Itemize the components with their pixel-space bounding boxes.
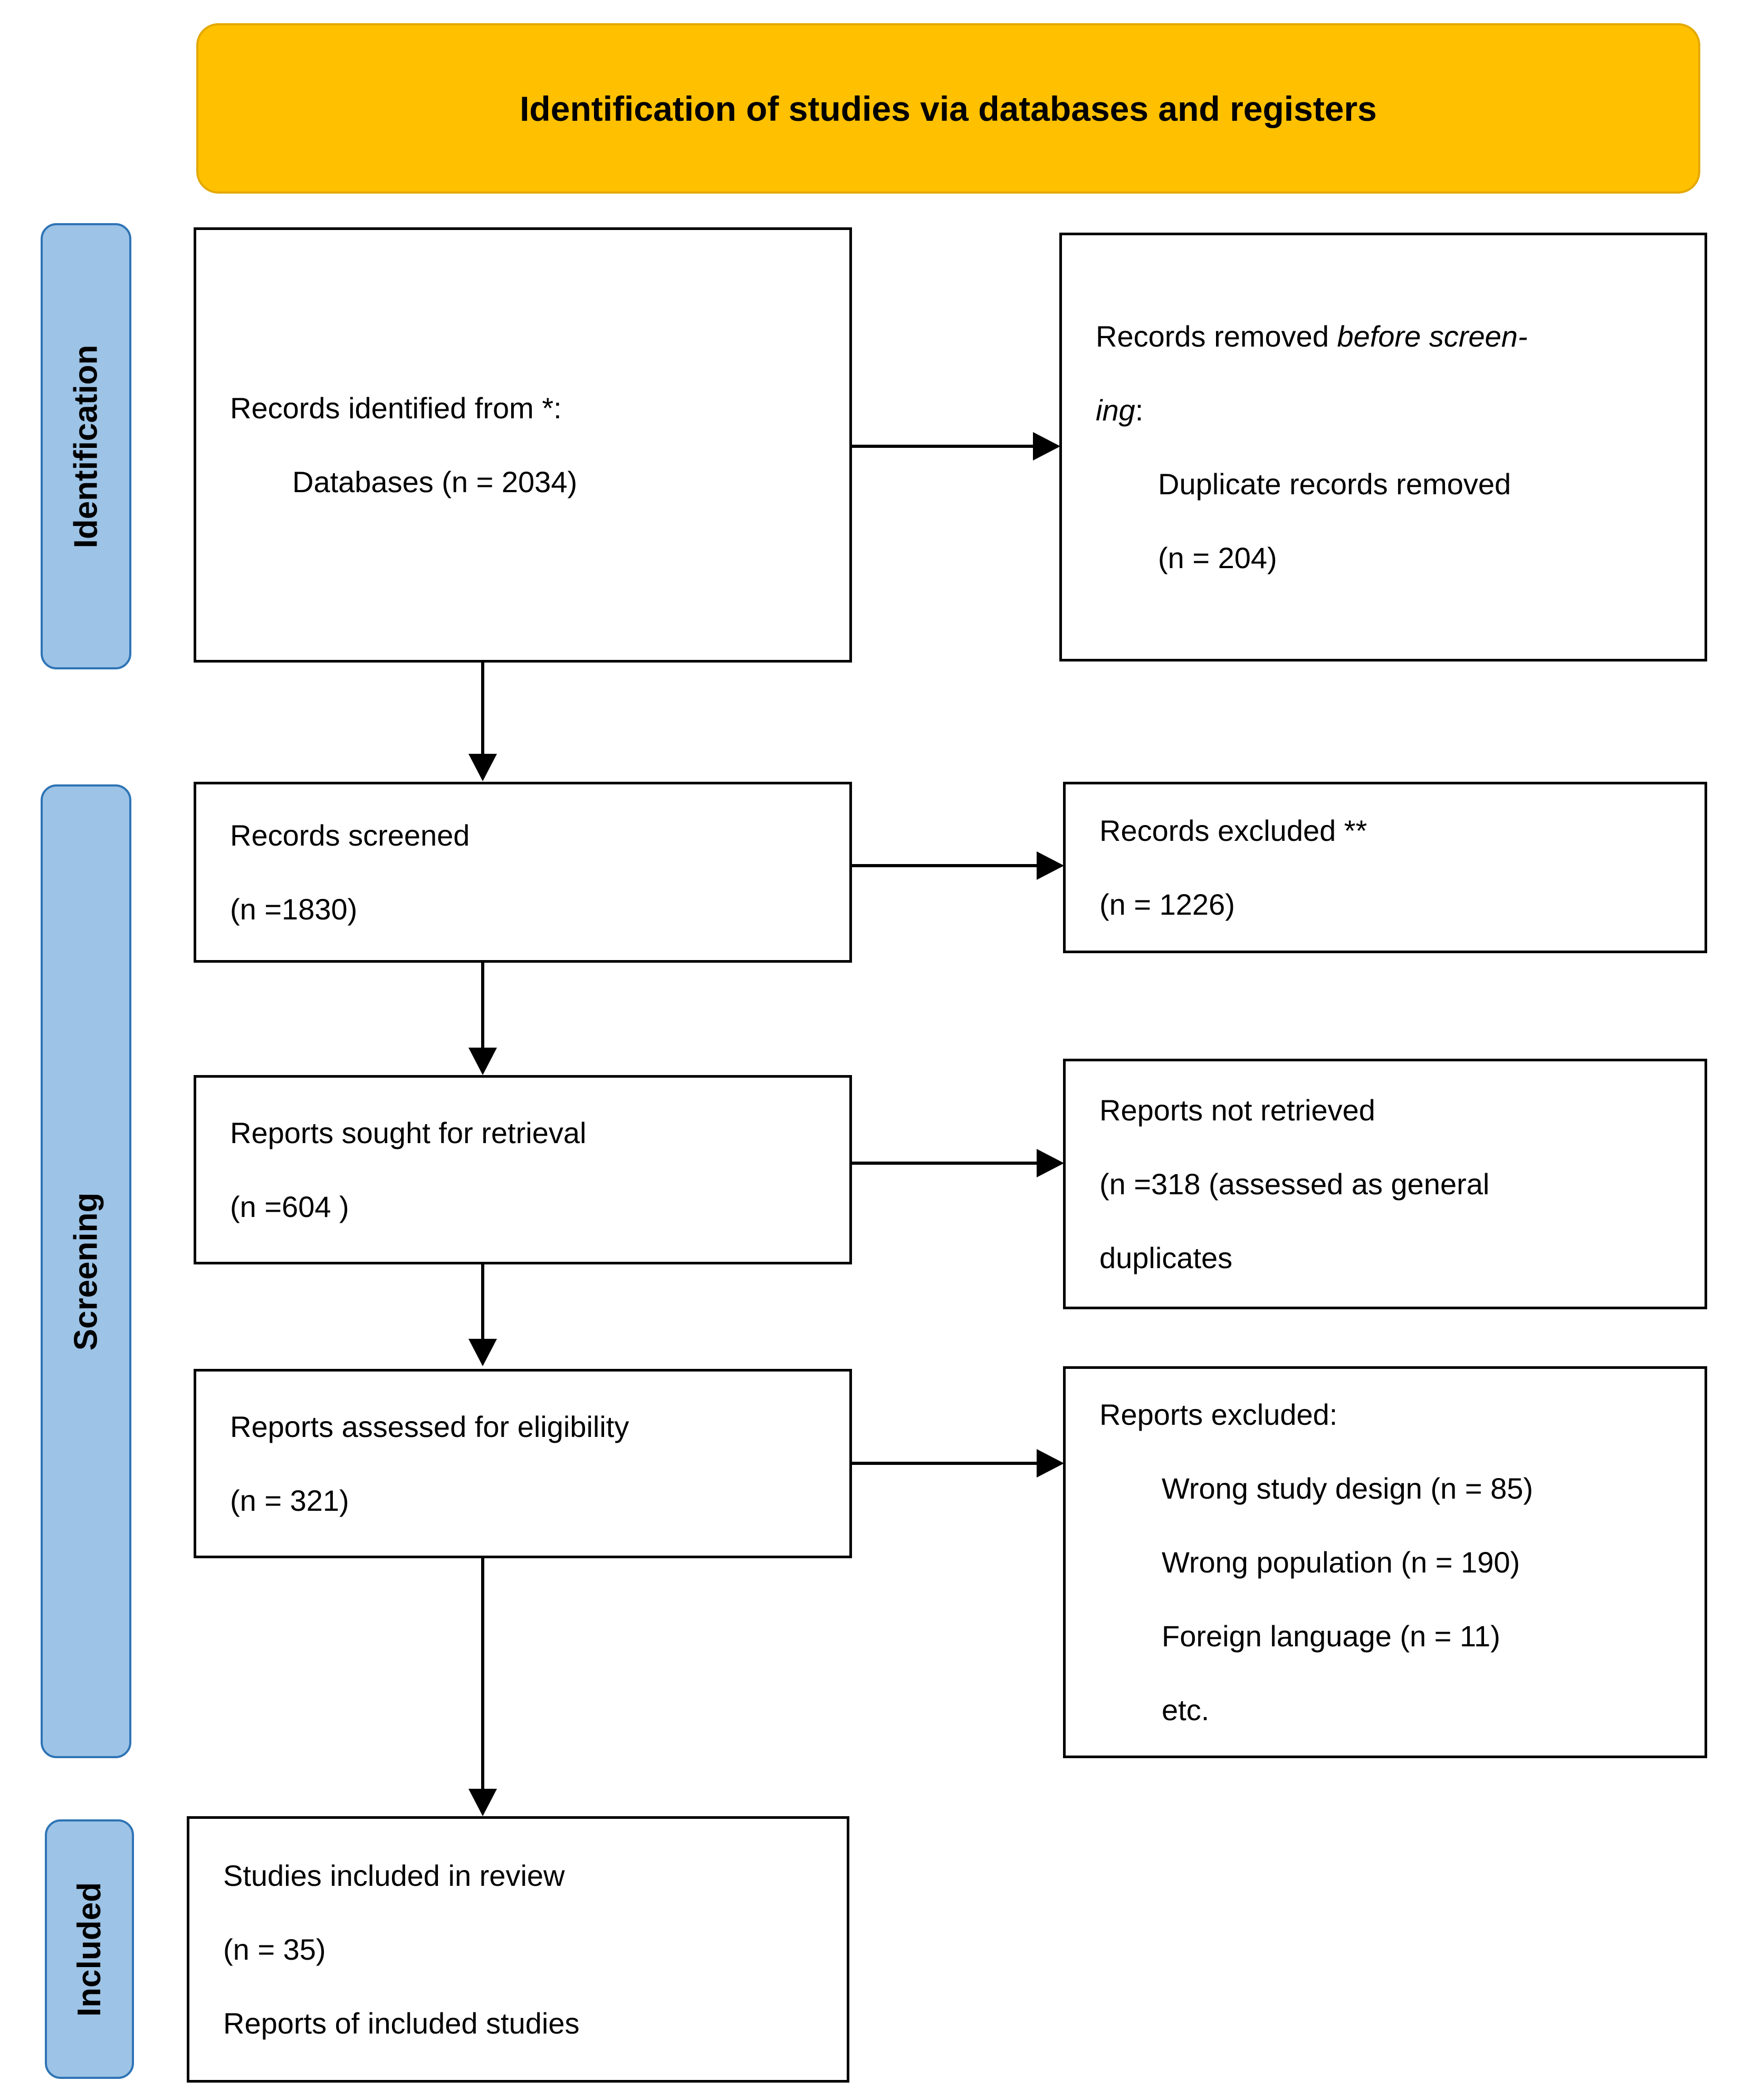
reports-excluded-item4: etc.	[1162, 1693, 1210, 1727]
records-removed-line1: Records removed before screen-	[1096, 319, 1528, 353]
records-screened-line1: Records screened	[230, 818, 470, 852]
banner-identification-of-studies	[196, 23, 1700, 194]
records-identified-line1: Records identified from *:	[230, 391, 562, 425]
stage-label-screening	[41, 784, 131, 1758]
stage-label-screening-text: Screening	[68, 1192, 104, 1350]
box-records-excluded	[1063, 782, 1707, 953]
reports-excluded-item1: Wrong study design (n = 85)	[1162, 1471, 1534, 1505]
box-studies-included	[187, 1816, 849, 2083]
box-reports-not-retrieved	[1063, 1059, 1707, 1309]
studies-included-line1: Studies included in review	[223, 1858, 565, 1892]
reports-excluded-item3: Foreign language (n = 11)	[1162, 1619, 1500, 1653]
banner-title: Identification of studies via databases and registers	[520, 89, 1377, 128]
records-screened-line2: (n =1830)	[230, 892, 358, 926]
box-records-screened	[194, 782, 852, 963]
records-excluded-line1: Records excluded **	[1099, 813, 1367, 847]
stage-label-identification-text: Identification	[68, 344, 104, 548]
stage-label-included	[45, 1819, 134, 2079]
records-removed-line2: ing:	[1096, 393, 1144, 427]
records-removed-line4: (n = 204)	[1158, 541, 1277, 574]
reports-assessed-line2: (n = 321)	[230, 1483, 349, 1517]
stage-label-identification	[41, 223, 131, 669]
box-records-removed	[1059, 233, 1707, 661]
box-reports-assessed	[194, 1369, 852, 1558]
stage-label-included-text: Included	[71, 1882, 108, 2017]
reports-excluded-item2: Wrong population (n = 190)	[1162, 1545, 1520, 1579]
reports-sought-line1: Reports sought for retrieval	[230, 1116, 587, 1149]
records-excluded-line2: (n = 1226)	[1099, 887, 1235, 921]
studies-included-line3: Reports of included studies	[223, 2006, 580, 2040]
box-reports-excluded	[1063, 1366, 1707, 1758]
records-identified-line2: Databases (n = 2034)	[292, 465, 578, 498]
box-records-identified	[194, 227, 852, 663]
reports-excluded-line1: Reports excluded:	[1099, 1397, 1338, 1431]
reports-assessed-line1: Reports assessed for eligibility	[230, 1409, 629, 1443]
reports-not-retrieved-line2: (n =318 (assessed as general	[1099, 1167, 1490, 1201]
box-reports-sought	[194, 1075, 852, 1264]
reports-not-retrieved-line3: duplicates	[1099, 1241, 1233, 1274]
records-removed-line3: Duplicate records removed	[1158, 467, 1511, 501]
studies-included-line2: (n = 35)	[223, 1932, 326, 1966]
reports-sought-line2: (n =604 )	[230, 1190, 349, 1223]
reports-not-retrieved-line1: Reports not retrieved	[1099, 1093, 1375, 1127]
